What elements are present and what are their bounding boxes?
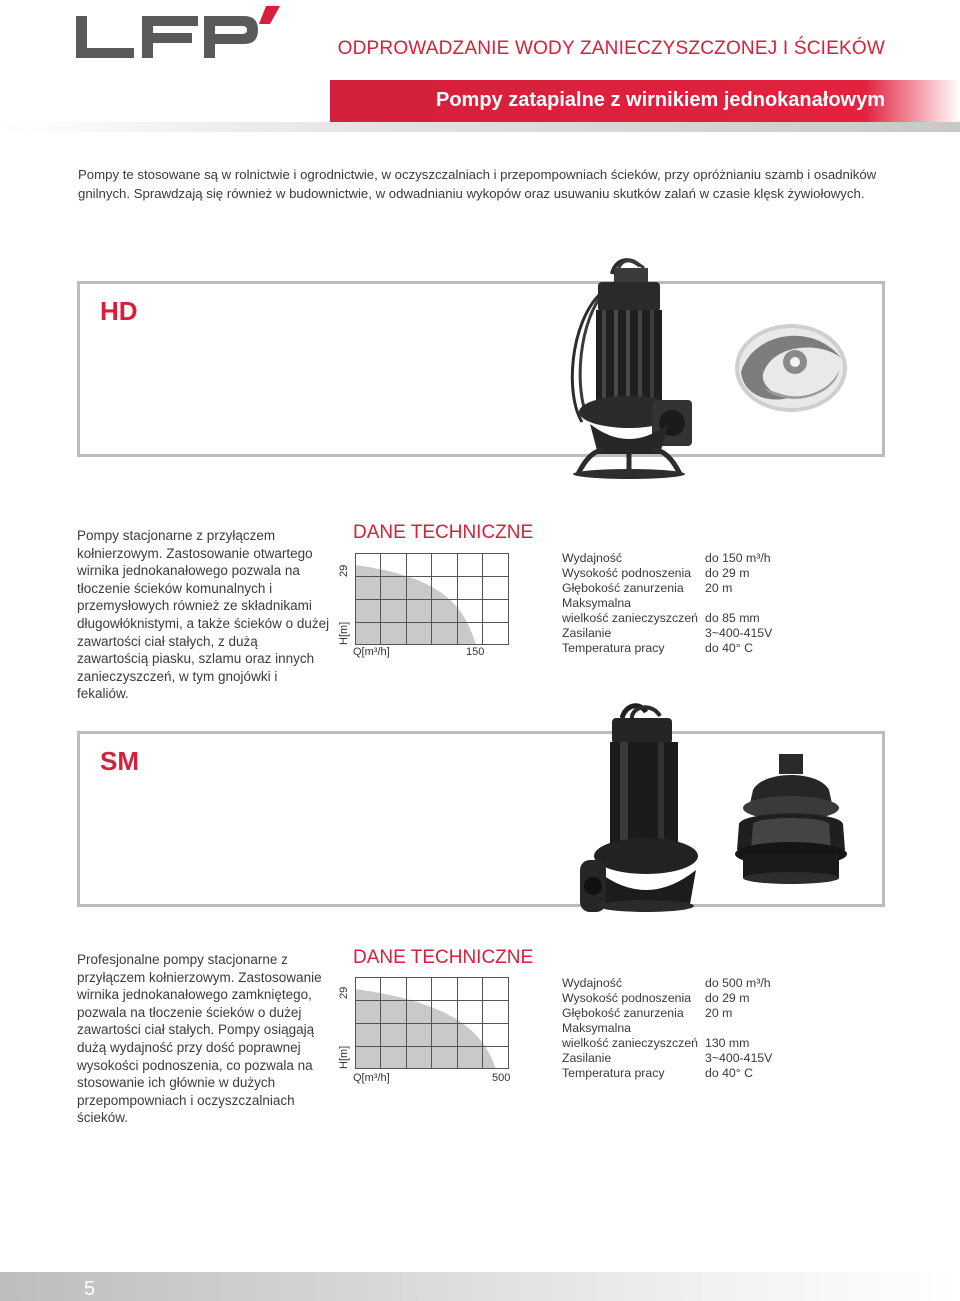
description-hd: Pompy stacjonarne z przyłączem kołnierzowym. Zastosowanie otwartego wirnika jednokanałowego pozwala na tłoczenie ścieków komunalnych i przemysłowych również ze składnikami długowłóknistymi, a także ścieków o dużej zawartości ciał stałych, z dużą zawartością piasku, szlamu oraz innych zanieczyszczeń, w tym gnojówki i fekaliów. — [77, 528, 330, 702]
performance-chart-sm — [355, 977, 509, 1069]
spec-label: Głębokość zanurzenia — [562, 581, 684, 595]
spec-value — [705, 596, 772, 611]
chart-x-label-hd: Q[m³/h] — [353, 646, 390, 658]
spec-label: Zasilanie — [562, 626, 612, 640]
spec-value: 20 m — [705, 1006, 733, 1020]
spec-label: Temperatura pracy — [562, 1066, 665, 1080]
header-divider — [0, 122, 960, 132]
spec-value: 130 mm — [705, 1036, 750, 1050]
chart-y-max-sm: 29 — [338, 986, 350, 999]
sm-impeller-image — [733, 754, 849, 884]
chart-x-max-sm: 500 — [492, 1072, 511, 1084]
subtitle-banner — [330, 80, 960, 122]
spec-value — [705, 1021, 772, 1036]
spec-values-hd — [705, 551, 772, 656]
description-sm: Profesjonalne pompy stacjonarne z przyłączem kołnierzowym. Zastosowanie wirnika jednokanałowego zamkniętego, pozwala na tłoczenie ścieków o dużej zawartości ciał stałych. Pompy osiągają dużą wydajność przy dość poprawnej wysokości podnoszenia, co pozwala na stosowanie ich głównie w dużych przepompowniach i oczyszczalniach ścieków. — [77, 952, 322, 1126]
hd-pump-image — [560, 254, 700, 482]
model-name-hd: HD — [100, 296, 138, 326]
sm-pump-image — [570, 700, 712, 916]
spec-label: Maksymalna — [562, 1021, 632, 1035]
spec-labels-sm — [562, 976, 698, 1081]
chart-x-label-sm: Q[m³/h] — [353, 1072, 390, 1084]
performance-chart-hd — [355, 553, 509, 645]
spec-value: do 29 m — [705, 566, 750, 580]
chart-y-label-hd: H[m] — [338, 621, 350, 645]
spec-label: Wysokość podnoszenia — [562, 991, 692, 1005]
spec-label: Wysokość podnoszenia — [562, 566, 692, 580]
page-title: ODPROWADZANIE WODY ZANIECZYSZCZONEJ I ŚCIEKÓW — [337, 38, 885, 59]
chart-y-label-sm: H[m] — [338, 1045, 350, 1069]
spec-value: do 40° C — [705, 1066, 753, 1080]
spec-value: do 40° C — [705, 641, 753, 655]
hd-impeller-image — [733, 322, 849, 414]
spec-value: 3~400-415V — [705, 626, 773, 640]
spec-value: do 150 m³/h — [705, 551, 771, 565]
spec-value: do 85 mm — [705, 611, 760, 625]
spec-labels-hd — [562, 551, 698, 656]
tech-title-sm: DANE TECHNICZNE — [353, 947, 534, 968]
spec-value: do 500 m³/h — [705, 976, 771, 990]
subtitle-text: Pompy zatapialne z wirnikiem jednokanałowym — [435, 89, 885, 111]
spec-value: 3~400-415V — [705, 1051, 773, 1065]
footer-bar — [0, 1272, 960, 1301]
spec-value: do 29 m — [705, 991, 750, 1005]
spec-label: Zasilanie — [562, 1051, 612, 1065]
intro-paragraph: Pompy te stosowane są w rolnictwie i ogrodnictwie, w oczyszczalniach i przepompowniach ścieków, przy opróżnianiu szamb i osadników gnilnych. Sprawdzają się również w budownictwie, w odwadnianiu wykopów oraz usuwaniu skutków zalań w czasie klęsk żywiołowych. — [78, 167, 877, 201]
chart-y-max-hd: 29 — [338, 564, 350, 577]
spec-value: 20 m — [705, 581, 733, 595]
tech-title-hd: DANE TECHNICZNE — [353, 522, 534, 543]
spec-values-sm — [705, 976, 772, 1081]
model-name-sm: SM — [100, 746, 139, 776]
page-number: 5 — [84, 1278, 96, 1300]
spec-label: Maksymalna — [562, 596, 632, 610]
spec-label: wielkość zanieczyszczeń — [562, 1036, 698, 1050]
spec-label: Wydajność — [562, 551, 623, 565]
lfp-logo — [76, 6, 286, 62]
spec-label: wielkość zanieczyszczeń — [562, 611, 698, 625]
spec-label: Temperatura pracy — [562, 641, 665, 655]
spec-label: Wydajność — [562, 976, 623, 990]
chart-x-max-hd: 150 — [466, 646, 485, 658]
spec-label: Głębokość zanurzenia — [562, 1006, 684, 1020]
